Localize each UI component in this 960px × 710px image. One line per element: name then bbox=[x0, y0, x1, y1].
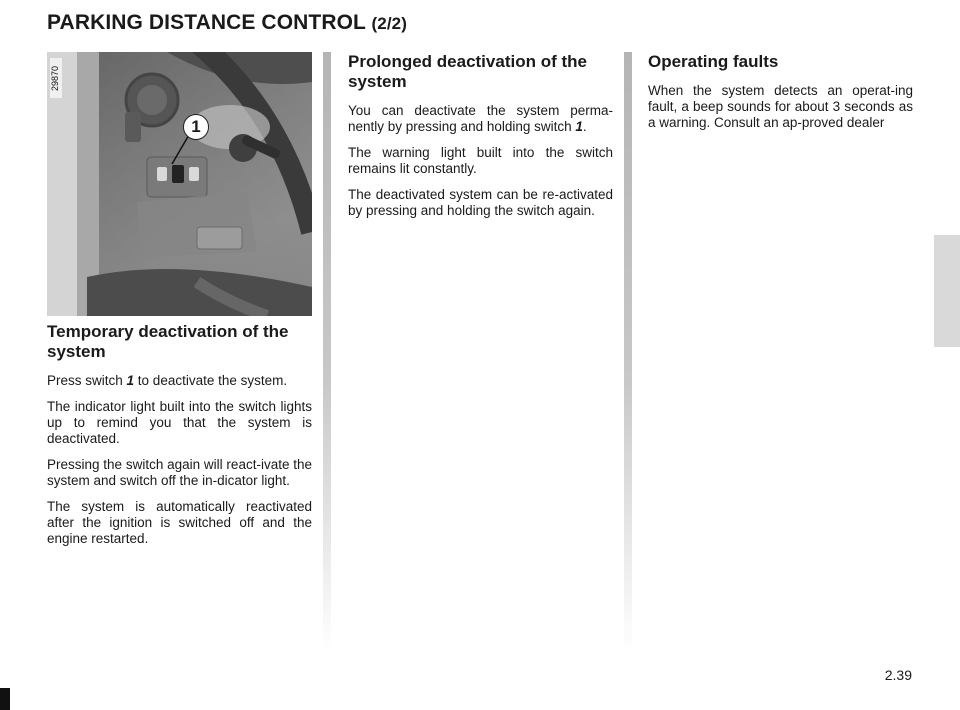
dashboard-switch-photo bbox=[47, 52, 312, 316]
section-heading-temporary: Temporary deactivation of the system bbox=[47, 322, 289, 361]
text-fragment: to deactivate the system. bbox=[134, 373, 288, 388]
page-number: 2.39 bbox=[884, 667, 912, 683]
image-reference-code: 29870 bbox=[50, 58, 62, 98]
text-fragment: You can deactivate the system perma-nently by pressing and holding switch bbox=[348, 103, 613, 134]
section-heading-prolonged: Prolonged deactivation of the system bbox=[348, 52, 587, 91]
paragraph-reactivation: The deactivated system can be re-activated by pressing and holding the switch again. bbox=[348, 187, 613, 218]
chapter-side-tab bbox=[934, 235, 960, 347]
section-operating-faults bbox=[648, 52, 913, 141]
text-fragment: Press switch bbox=[47, 373, 127, 388]
callout-switch-1: 1 bbox=[183, 114, 209, 140]
paragraph-reactivate: Pressing the switch again will react-ivate the system and switch off the in-dicator light. bbox=[47, 457, 312, 488]
switch-reference: 1 bbox=[575, 119, 583, 134]
paragraph-indicator-light: The indicator light built into the switch lights up to remind you that the system is deactivated. bbox=[47, 399, 312, 446]
column-divider-right bbox=[624, 52, 632, 652]
paragraph-press-switch bbox=[47, 373, 312, 389]
section-prolonged-deactivation bbox=[348, 52, 613, 229]
section-temporary-deactivation bbox=[47, 322, 312, 557]
page-title bbox=[47, 11, 407, 35]
page-fraction: (2/2) bbox=[371, 14, 407, 33]
column-divider-left bbox=[323, 52, 331, 652]
corner-crop-mark bbox=[0, 688, 10, 710]
section-heading-faults: Operating faults bbox=[648, 52, 779, 71]
dashboard-illustration bbox=[47, 52, 312, 316]
page-title-text: PARKING DISTANCE CONTROL bbox=[47, 11, 366, 34]
paragraph-fault-beep: When the system detects an operat-ing fault, a beep sounds for about 3 seconds as a warning. Consult an ap-proved dealer bbox=[648, 83, 913, 130]
switch-reference: 1 bbox=[126, 373, 135, 388]
text-fragment: . bbox=[582, 119, 587, 134]
paragraph-warning-light: The warning light built into the switch remains lit constantly. bbox=[348, 145, 613, 176]
paragraph-auto-reactivate: The system is automatically reactivated after the ignition is switched off and the engine restarted. bbox=[47, 499, 312, 546]
paragraph-permanent-deactivate bbox=[348, 103, 613, 135]
